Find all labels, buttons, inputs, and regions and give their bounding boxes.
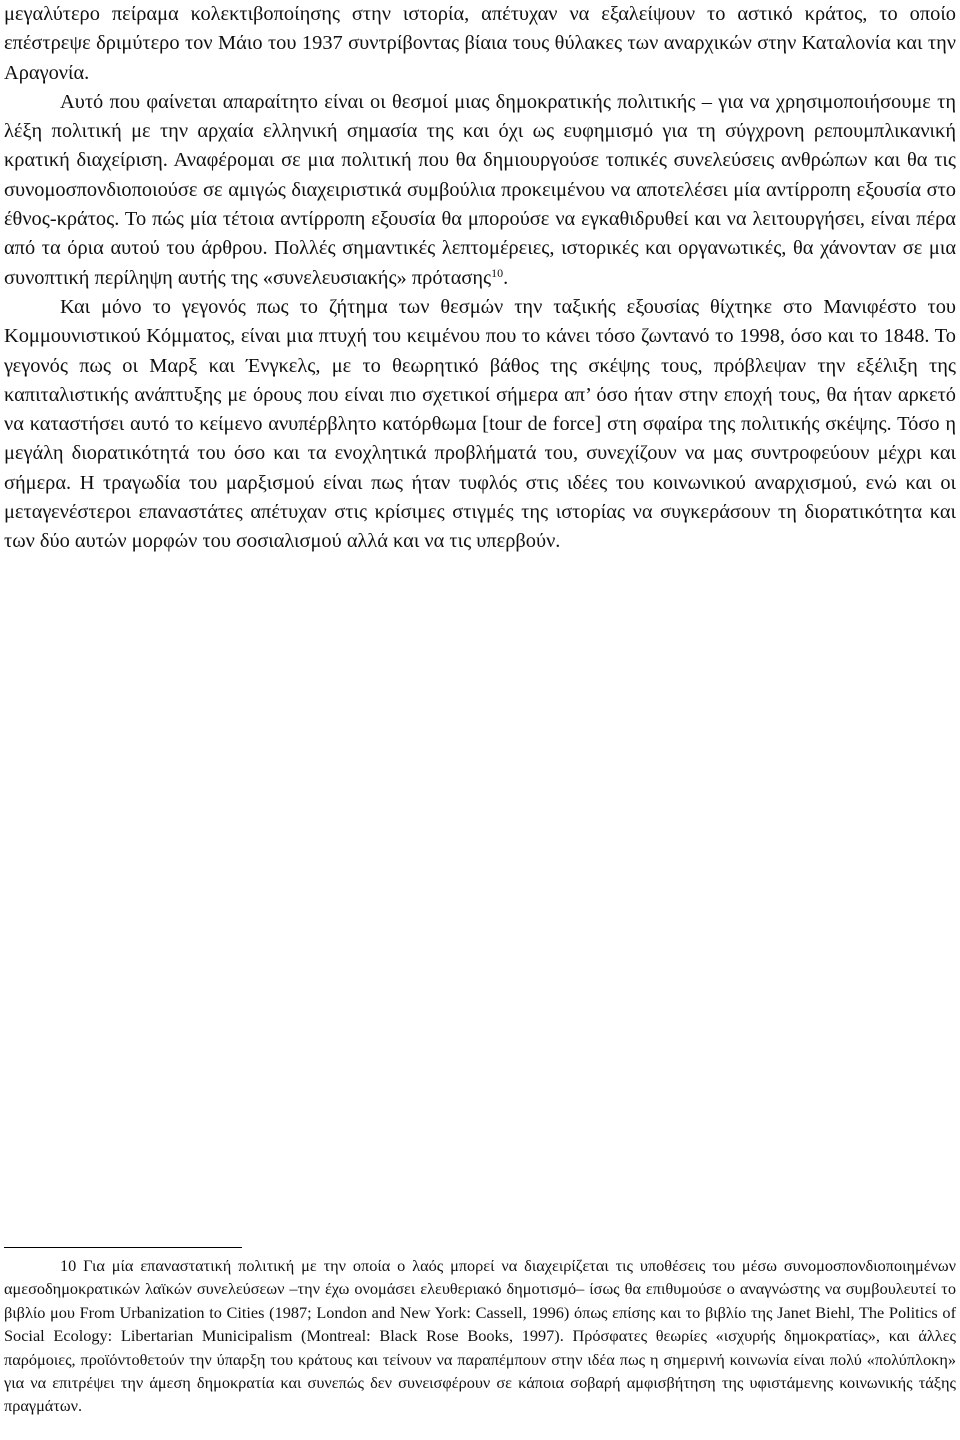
footnote-separator <box>4 1247 242 1248</box>
paragraph-1-text: μεγαλύτερο πείραμα κολεκτιβοποίησης στην ιστορία, απέτυχαν να εξαλείψουν το αστικό κράτος, το οποίο επέστρεψε δριμύτερο τον Μάιο του 1937 συντρίβοντας βίαια τους θύλακες των αναρχικών στην Καταλονία και την Αραγονία. <box>4 3 956 84</box>
footnote-text: Για μία επαναστατική πολιτική με την οποία ο λαός μπορεί να διαχειρίζεται τις υποθέσεις του μέσω συνομοσπονδιοποιημένων αμεσοδημοκρατικών λαϊκών συνελεύσεων –την έχω ονομάσει ελευθεριακό δημοτισμό– ίσως θα επιθυμούσε ο αναγνώστης να συμβουλευτεί το βιβλίο μου From Urbanization to Cities (1987; London and New York: Cassell, 1996) όπως επίσης και το βιβλίο της Janet Biehl, The Politics of Social Ecology: Libertarian Municipalism (Montreal: Black Rose Books, 1997). Πρόσφατες θεωρίες «ισχυρής δημοκρατίας», και άλλες παρόμοιες, προϊόντοθετούν την ύπαρξη του κράτους και τείνουν να παραπέμπουν στην ιδέα πως η σημερινή κοινωνία είναι πολύ «πολύπλοκη» για να επιτρέψει την άμεση δημοκρατία και συνεπώς δεν συνεισφέρουν σε κάποια σοβαρή αμφισβήτηση της υφιστάμενης κοινωνικής τάξης πραγμάτων. <box>4 1256 956 1416</box>
footnote-number: 10 <box>60 1256 77 1275</box>
footnote <box>4 1254 956 1418</box>
footnote-reference[interactable]: 10 <box>491 265 504 280</box>
paragraph-2 <box>4 88 956 293</box>
footnote-10 <box>4 1254 956 1418</box>
body-text <box>4 0 956 557</box>
paragraph-1 <box>4 0 956 88</box>
paragraph-3-text: Και μόνο το γεγονός πως το ζήτημα των θεσμών την ταξικής εξουσίας θίχτηκε στο Μανιφέστο του Κομμουνιστικού Κόμματος, είναι μια πτυχή του κειμένου που το κάνει τόσο ζωντανό το 1998, όσο και το 1848. Το γεγονός πως οι Μαρξ και Ένγκελς, με το θεωρητικό βάθος της σκέψης τους, πρόβλεψαν την εξέλιξη της καπιταλιστικής ανάπτυξης με όρους που είναι πιο σχετικοί σήμερα απ’ όσο ήταν στην εποχή τους, θα ήταν αρκετό να καταστήσει αυτό το κείμενο ανυπέρβλητο κατόρθωμα [tour de force] στη σφαίρα της πολιτικής σκέψης. Τόσο η μεγάλη διορατικότητά του όσο και τα ενοχλητικά προβλήματά του, συνεχίζουν να μας συντροφεύουν μέχρι και σήμερα. Η τραγωδία του μαρξισμού είναι πως ήταν τυφλός στις ιδέες του κοινωνικού αναρχισμού, ενώ και οι μεταγενέστεροι επαναστάτες απέτυχαν στις κρίσιμες στιγμές της ιστορίας να συγκεράσουν τη διορατικότητα και των δύο αυτών μορφών του σοσιαλισμού αλλά και να τις υπερβούν. <box>4 295 956 553</box>
paragraph-2-text: Αυτό που φαίνεται απαραίτητο είναι οι θεσμοί μιας δημοκρατικής πολιτικής – για να χρησιμοποιήσουμε τη λέξη πολιτική με την αρχαία ελληνική σημασία της και όχι ως ευφημισμό για τη σύγχρονη ρεπουμπλικανική κρατική διαχείριση. Αναφέρομαι σε μια πολιτική που θα δημιουργούσε τοπικές συνελεύσεις ανθρώπων και θα τις συνομοσπονδιοποιούσε σε αμιγώς διαχειριστικά συμβούλια προκειμένου να αποτελέσει μία αντίρροπη εξουσία στο έθνος-κράτος. Το πώς μία τέτοια αντίρροπη εξουσία θα μπορούσε να εγκαθιδρυθεί και να λειτουργήσει, είναι πέρα από τα όρια αυτού του άρθρου. Πολλές σημαντικές λεπτομέρειες, ιστορικές και οργανωτικές, θα χάνονταν σε μια συνοπτική περίληψη αυτής της «συνελευσιακής» πρότασης <box>4 90 956 289</box>
paragraph-2-end: . <box>503 266 509 289</box>
paragraph-3 <box>4 293 956 557</box>
